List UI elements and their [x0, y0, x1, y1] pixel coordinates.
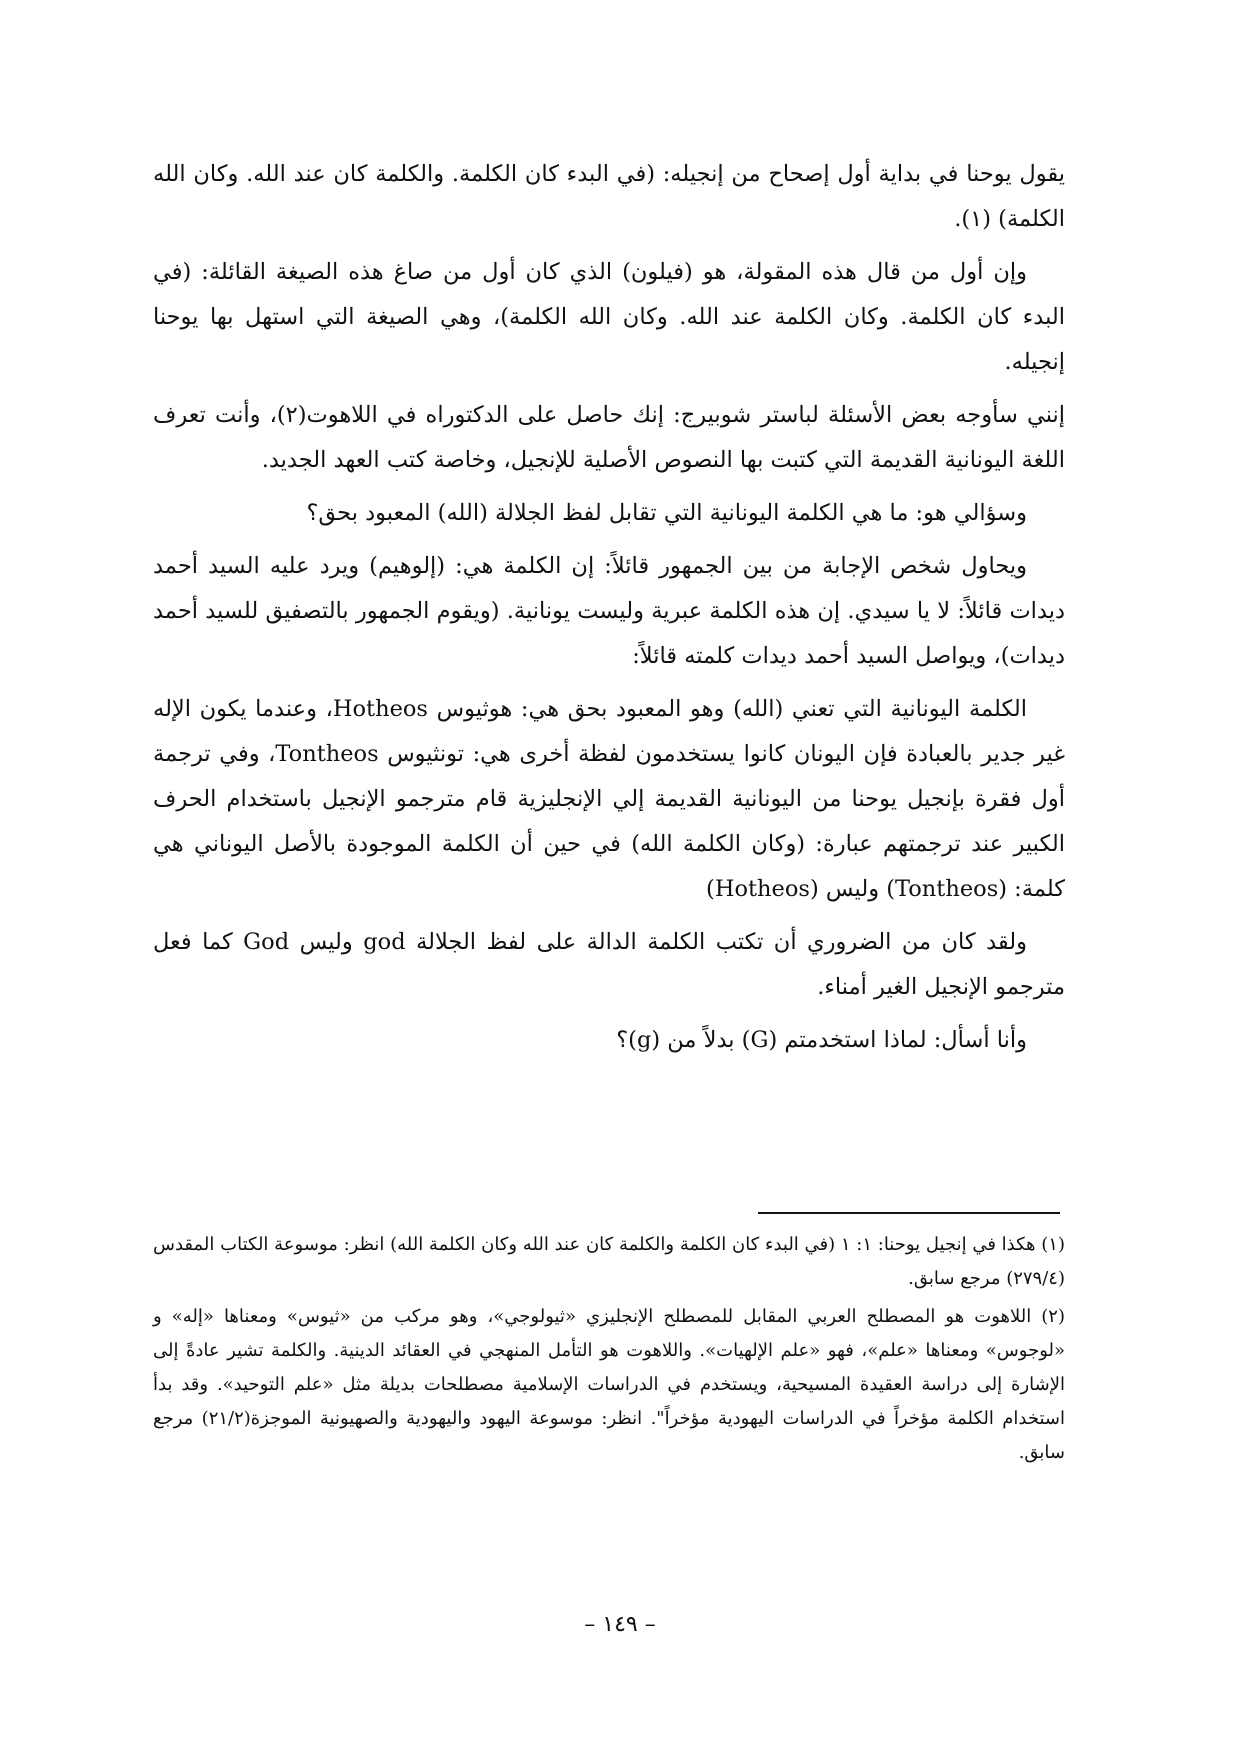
- paragraph-1: يقول يوحنا في بداية أول إصحاح من إنجيله: (في البدء كان الكلمة. والكلمة كان عند الله. وكان الله الكلمة) (١).: [153, 161, 1065, 232]
- body-text: [153, 152, 1065, 1071]
- paragraph-7: ولقد كان من الضروري أن تكتب الكلمة الدالة على لفظ الجلالة god وليس God كما فعل مترجمو الإنجيل الغير أمناء.: [153, 929, 1065, 1000]
- paragraph-3: إنني سأوجه بعض الأسئلة لباستر شوبيرج: إنك حاصل على الدكتوراه في اللاهوت(٢)، وأنت تعرف اللغة اليونانية القديمة التي كتبت بها النصوص الأصلية للإنجيل، وخاصة كتب العهد الجديد.: [153, 402, 1065, 473]
- footnote-2: (٢) اللاهوت هو المصطلح العربي المقابل للمصطلح الإنجليزي «ثيولوجي»، وهو مركب من «ثيوس» ومعناها «إله» و «لوجوس» ومعناها «علم»، فهو «علم الإلهيات». واللاهوت هو التأمل المنهجي في العقائد الدينية. والكلمة تشير عادةً إلى الإشارة إلى دراسة العقيدة المسيحية، ويستخدم في الدراسات الإسلامية مصطلحات بديلة مثل «علم التوحيد». وقد بدأ استخدام الكلمة مؤخراً في الدراسات اليهودية مؤخراً". انظر: موسوعة اليهود واليهودية والصهيونية الموجزة(٢١/٢) مرجع سابق.: [153, 1306, 1065, 1463]
- paragraph-4: وسؤالي هو: ما هي الكلمة اليونانية التي تقابل لفظ الجلالة (الله) المعبود بحق؟: [306, 500, 1027, 526]
- footnote-separator: [758, 1212, 1060, 1214]
- page-number: – ١٤٩ –: [584, 1612, 656, 1637]
- paragraph-8: وأنا أسأل: لماذا استخدمتم (G) بدلاً من (g)؟: [616, 1027, 1027, 1053]
- footnotes: [153, 1228, 1065, 1474]
- paragraph-6: الكلمة اليونانية التي تعني (الله) وهو المعبود بحق هي: هوثيوس Hotheos، وعندما يكون الإله غير جدير بالعبادة فإن اليونان كانوا يستخدمون لفظة أخرى هي: تونثيوس Tontheos، وفي ترجمة أول فقرة بإنجيل يوحنا من اليونانية القديمة إلي الإنجليزية قام مترجمو الإنجيل باستخدام الحرف الكبير عند ترجمتهم عبارة: (وكان الكلمة الله) في حين أن الكلمة الموجودة بالأصل اليوناني هي كلمة: (Tontheos) وليس (Hotheos): [153, 696, 1065, 902]
- paragraph-5: ويحاول شخص الإجابة من بين الجمهور قائلاً: إن الكلمة هي: (إلوهيم) ويرد عليه السيد أحمد ديدات قائلاً: لا يا سيدي. إن هذه الكلمة عبرية وليست يونانية. (ويقوم الجمهور بالتصفيق للسيد أحمد ديدات)، ويواصل السيد أحمد ديدات كلمته قائلاً:: [153, 553, 1065, 669]
- footnote-1: (١) هكذا في إنجيل يوحنا: ١: ١ (في البدء كان الكلمة والكلمة كان عند الله وكان الكلمة الله) انظر: موسوعة الكتاب المقدس (٢٧٩/٤) مرجع سابق.: [153, 1234, 1065, 1289]
- paragraph-2: وإن أول من قال هذه المقولة، هو (فيلون) الذي كان أول من صاغ هذه الصيغة القائلة: (في البدء كان الكلمة. وكان الكلمة عند الله. وكان الله الكلمة)، وهي الصيغة التي استهل بها يوحنا إنجيله.: [153, 259, 1065, 375]
